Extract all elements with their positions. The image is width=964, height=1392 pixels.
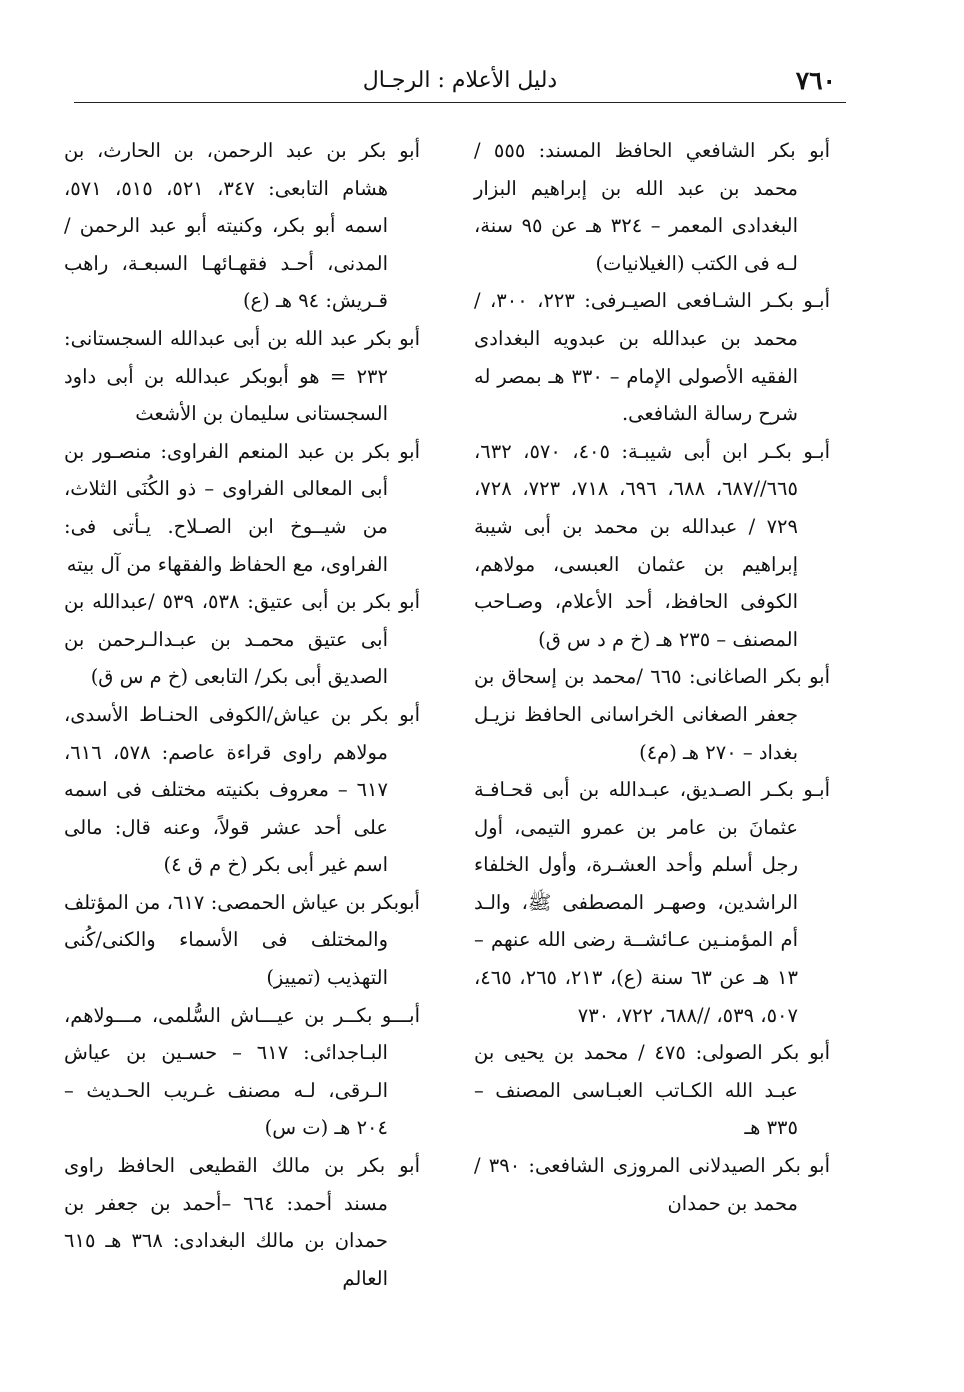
index-entry: أبوبكر بن عياش الحمصى: ٦١٧، من المؤتلف والمختلف فى الأسماء والكنى/كُنى التهذيب (تمييز) xyxy=(64,890,420,990)
index-entry: أبو بكر بن مالك القطيعى الحافظ راوى مسند أحمد: ٦٦٤ –أحمد بن جعفر بن حمدان بن مالك البغدادى: ٣٦٨ هـ ٦١٥ العالم xyxy=(64,1154,420,1290)
index-entry: أبو بكر بن أبى عتيق: ٥٣٨، ٥٣٩ /عبدالله بن أبى عتيق محمـد بن عبـدالـرحمن بن الصديق أبى بكر/ التابعى (خ م س ق) xyxy=(64,590,420,689)
index-entry: أبو بكر بن عياش/الكوفى الحنـاط الأسدى، مولاهم راوى قراءة عاصم: ٥٧٨، ٦١٦، ٦١٧ – معروف بكنيته مختلف فى اسمه على أحد عشر قولاً، وعنه قال: مالى اسم غير أبى بكر (خ م ق ٤) xyxy=(64,702,420,877)
index-entry: أبـو بكـر الشـافعى الصيـرفى: ٢٢٣، ٣٠٠، / محمد بن عبدالله بن عبدويه البغدادى الفقيه الأصولى الإمام – ٣٣٠ هـ بمصر له شرح رسالة الشافعى. xyxy=(474,289,830,426)
left-column xyxy=(64,132,420,1297)
index-entry: أبو بكر الصيدلانى المروزى الشافعى: ٣٩٠ / محمد بن حمدان xyxy=(474,1154,830,1215)
index-entry: أبو بكر الصاغانى: ٦٦٥ /محمد بن إسحاق بن جعفر الصغانى الخراسانى الحافظ نزيـل بغداد – ٢٧٠ هـ (م٤) xyxy=(474,665,830,764)
index-entry: أبو بكر الصولى: ٤٧٥ / محمد بن يحيى بن عبـد الله الكـاتب العبـاسى المصنف – ٣٣٥ هـ xyxy=(474,1041,830,1140)
page-header xyxy=(74,62,846,103)
right-column xyxy=(474,132,830,1222)
index-entry: أبو بكر الشافعي الحافظ المسند: ٥٥٥ / محمد بن عبد الله بن إبراهيم البزار البغدادى المعمر – ٣٢٤ هـ عن ٩٥ سنة، لـه فى الكتب (الغيلانيات) xyxy=(474,139,830,275)
index-entry: أبـو بكـر الصـديق، عبـدالله بن أبى قحـافـة عثمانَ بن عامر بن عمرو التيمى، أول رجل أسلم وأحد العشـرة، وأول الخلفاء الراشدين، وصهـر المصطفى ﷺ، والـد أم المؤمنـين عـائشــة رضى الله عنهم – ١٣ هـ عن ٦٣ سنة (ع)، ٢١٣، ٢٦٥، ٤٦٥، ٥٠٧، ٥٣٩، //٦٨٨، ٧٢٢، ٧٣٠ xyxy=(474,778,830,1027)
index-entry: أبـو بكـر ابن أبى شيبـة: ٤٠٥، ٥٧٠، ٦٣٢، ٦٦٥//٦٨٧، ٦٨٨، ٦٩٦، ٧١٨، ٧٢٣، ٧٢٨، ٧٢٩ / عبدالله بن محمد بن أبى شيبة إبراهيم بن عثمان العبسى، مولاهم، الكوفى الحافظ، أحد الأعلام، وصـاحب المصنف – ٢٣٥ هـ (خ م د س ق) xyxy=(474,439,830,651)
index-entry: أبو بكر عبد الله بن أبى عبدالله السجستانى: ٢٣٢ = هو أبوبكر عبدالله بن أبى داود السجستانى سليمان بن الأشعث xyxy=(64,326,420,426)
index-entry: أبـــو بكــر بن عيـــاش السُّلمى، مـــولاهم، البـاجدائى: ٦١٧ – حسـين بن عياش الـرقى، لـه مصنف غـريب الحـديث – ٢٠٤ هـ (ت س) xyxy=(64,1003,420,1140)
page-number: ٧٦٠ xyxy=(795,66,836,95)
index-entry: أبو بكر بن عبد الرحمن، بن الحارث، بن هشام التابعى: ٣٤٧، ٥٢١، ٥١٥، ٥٧١، اسمه أبو بكر، وكنيته أبو عبد الرحمن /المدنى، أحـد فقهـائهـا السبعـة، راهب قـريش: ٩٤ هـ (ع) xyxy=(64,139,420,313)
index-entry: أبو بكر بن عبد المنعم الفراوى: منصـور بن أبى المعالى الفراوى – ذو الكُنَى الثلاث، من شيــوخ ابن الصـلاح. يـأتى فى: الفراوى، مع الحفاظ والفقهاء من آل بيته xyxy=(64,439,420,576)
running-title: دليل الأعلام : الرجـال xyxy=(362,68,558,93)
